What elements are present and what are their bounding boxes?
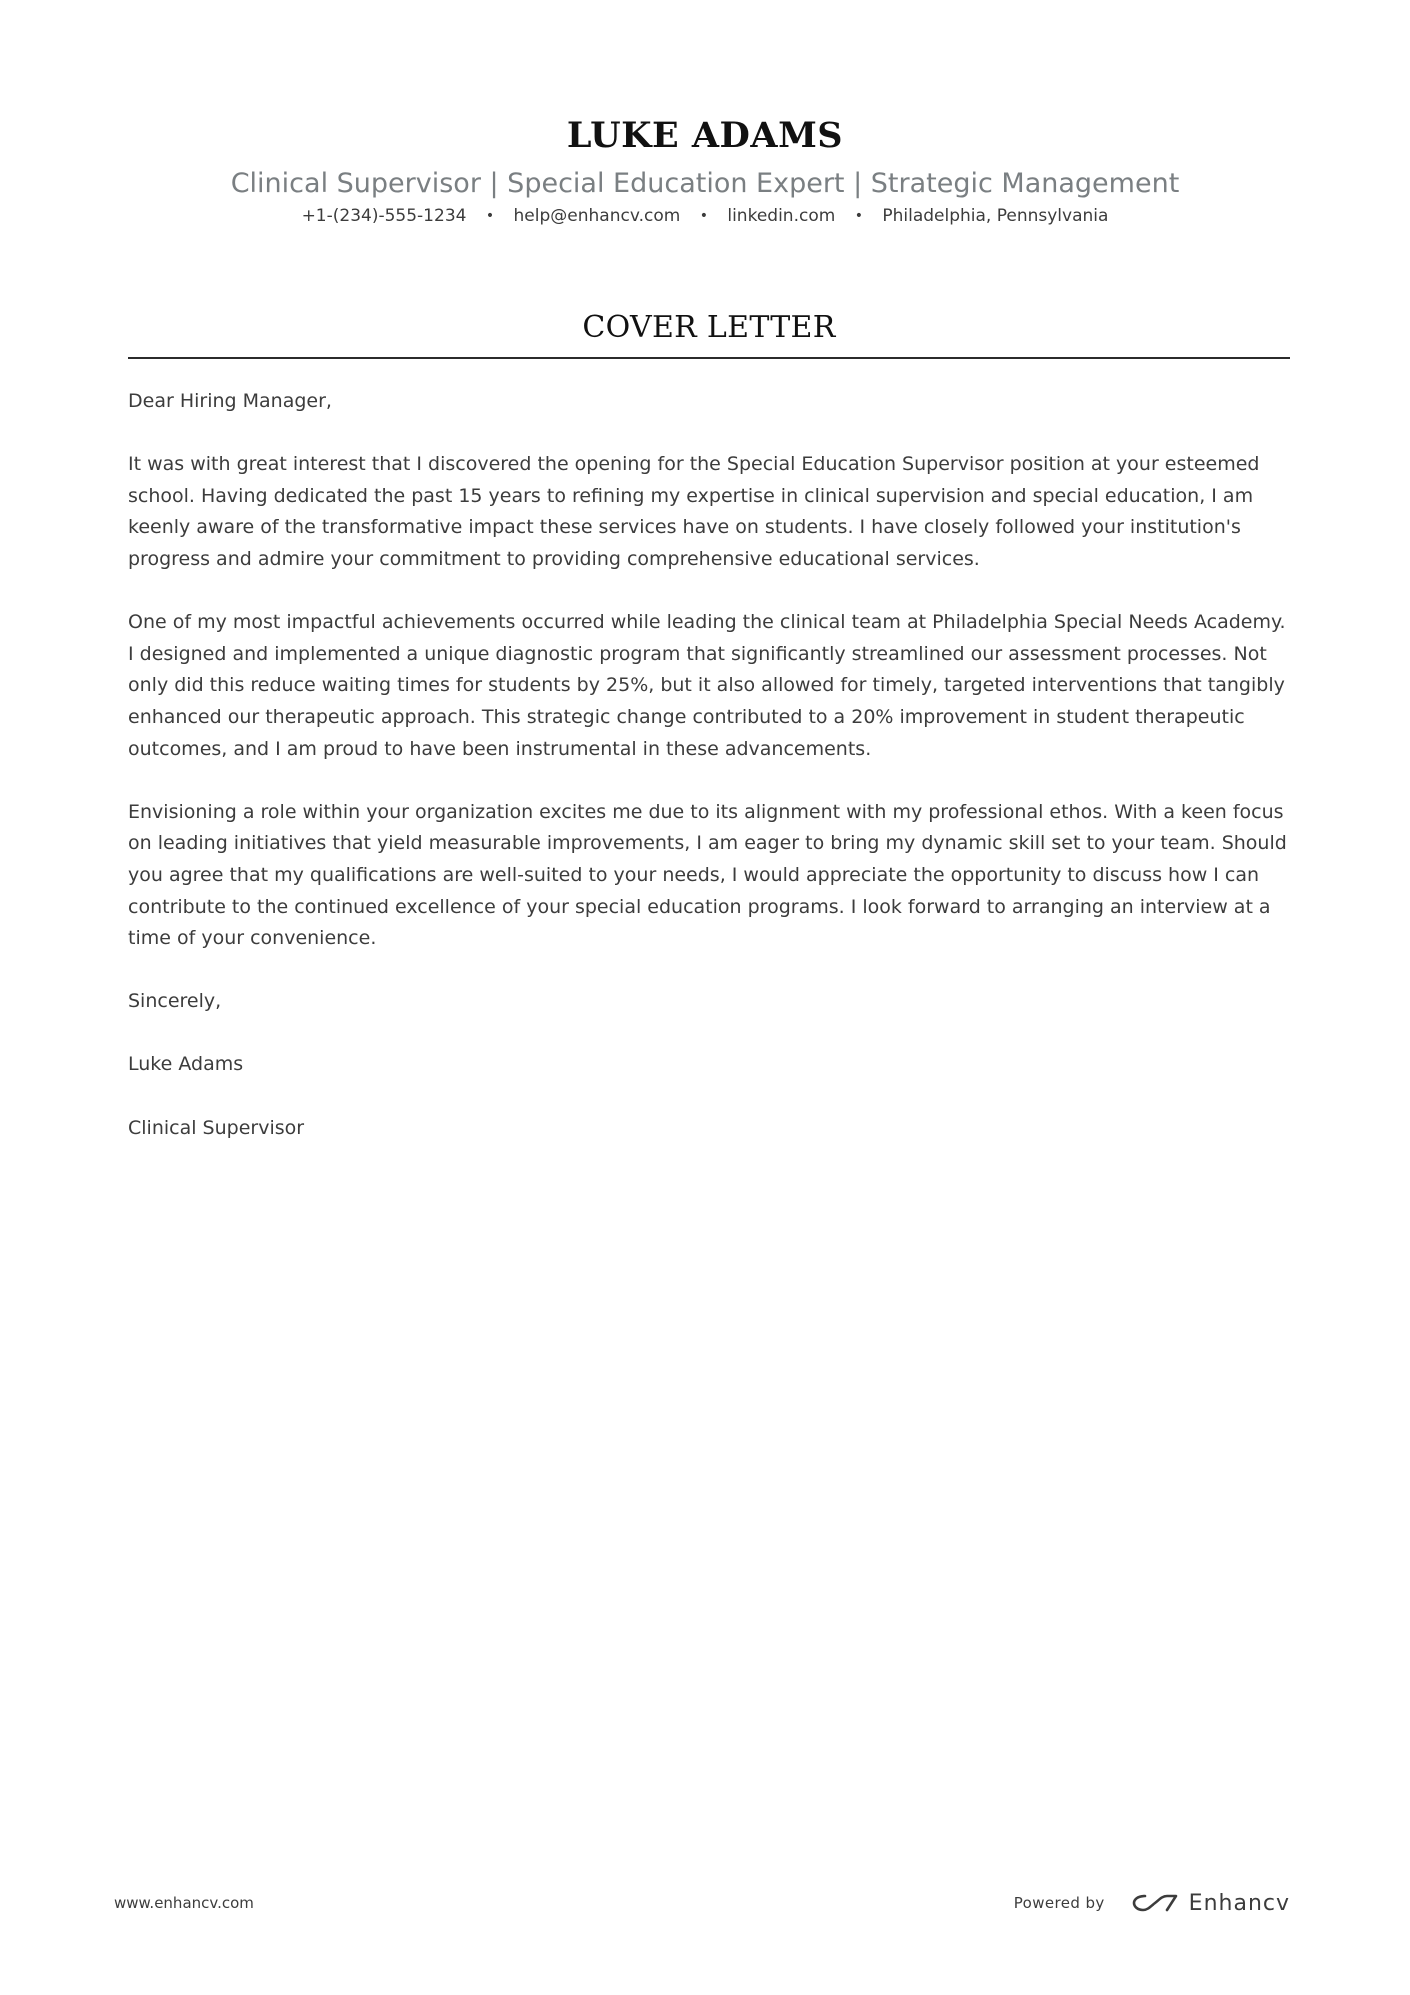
applicant-name: LUKE ADAMS	[566, 115, 844, 156]
letter-body	[128, 386, 1293, 1176]
contact-location: Philadelphia, Pennsylvania	[882, 206, 1109, 226]
contact-linkedin[interactable]: linkedin.com	[727, 206, 836, 226]
signature-title: Clinical Supervisor	[128, 1116, 305, 1139]
footer-branding[interactable]	[1014, 1887, 1290, 1919]
letter-paragraph: Envisioning a role within your organization excites me due to its alignment with my professional ethos. With a keen focus on leading initiatives that yield measurable improvements, I am eager to bring my dynamic skill set to your team. Should you agree that my qualifications are well-suited to your needs, I would appreciate the opportunity to discuss how I can contribute to the continued excellence of your special education programs. I look forward to arranging an interview at a time of your convenience.	[128, 800, 1287, 950]
applicant-headline: Clinical Supervisor | Special Education Expert | Strategic Management	[230, 168, 1180, 199]
contact-phone: +1-(234)-555-1234	[301, 206, 467, 226]
powered-by-label: Powered by	[1013, 1894, 1105, 1912]
contact-email[interactable]: help@enhancv.com	[513, 206, 681, 226]
separator-bullet: •	[699, 208, 708, 224]
footer-website[interactable]: www.enhancv.com	[114, 1894, 254, 1912]
separator-bullet: •	[485, 208, 495, 224]
letter-paragraph: It was with great interest that I discovered the opening for the Special Education Supervisor position at your esteemed school. Having dedicated the past 15 years to refining my expertise in clinical supervision and special education, I am keenly aware of the transformative impact these services have on students. I have closely followed your institution's progress and admire your commitment to providing comprehensive educational services.	[128, 453, 1260, 570]
signature-name: Luke Adams	[128, 1053, 244, 1076]
closing: Sincerely,	[128, 990, 222, 1013]
contact-line	[0, 204, 1410, 228]
separator-bullet: •	[854, 208, 863, 224]
enhancv-brand: Enhancv	[1188, 1890, 1290, 1916]
section-divider	[128, 357, 1290, 359]
salutation: Dear Hiring Manager,	[128, 390, 332, 412]
enhancv-logo-icon	[1131, 1891, 1179, 1915]
section-title: COVER LETTER	[582, 310, 836, 345]
letter-header	[0, 112, 1410, 228]
letter-paragraph: One of my most impactful achievements occurred while leading the clinical team at Philadelphia Special Needs Academy. I designed and implemented a unique diagnostic program that significantly streamlined our assessment processes. Not only did this reduce waiting times for students by 25%, but it also allowed for timely, targeted interventions that tangibly enhanced our therapeutic approach. This strategic change contributed to a 20% improvement in student therapeutic outcomes, and I am proud to have been instrumental in these advancements.	[128, 611, 1286, 760]
